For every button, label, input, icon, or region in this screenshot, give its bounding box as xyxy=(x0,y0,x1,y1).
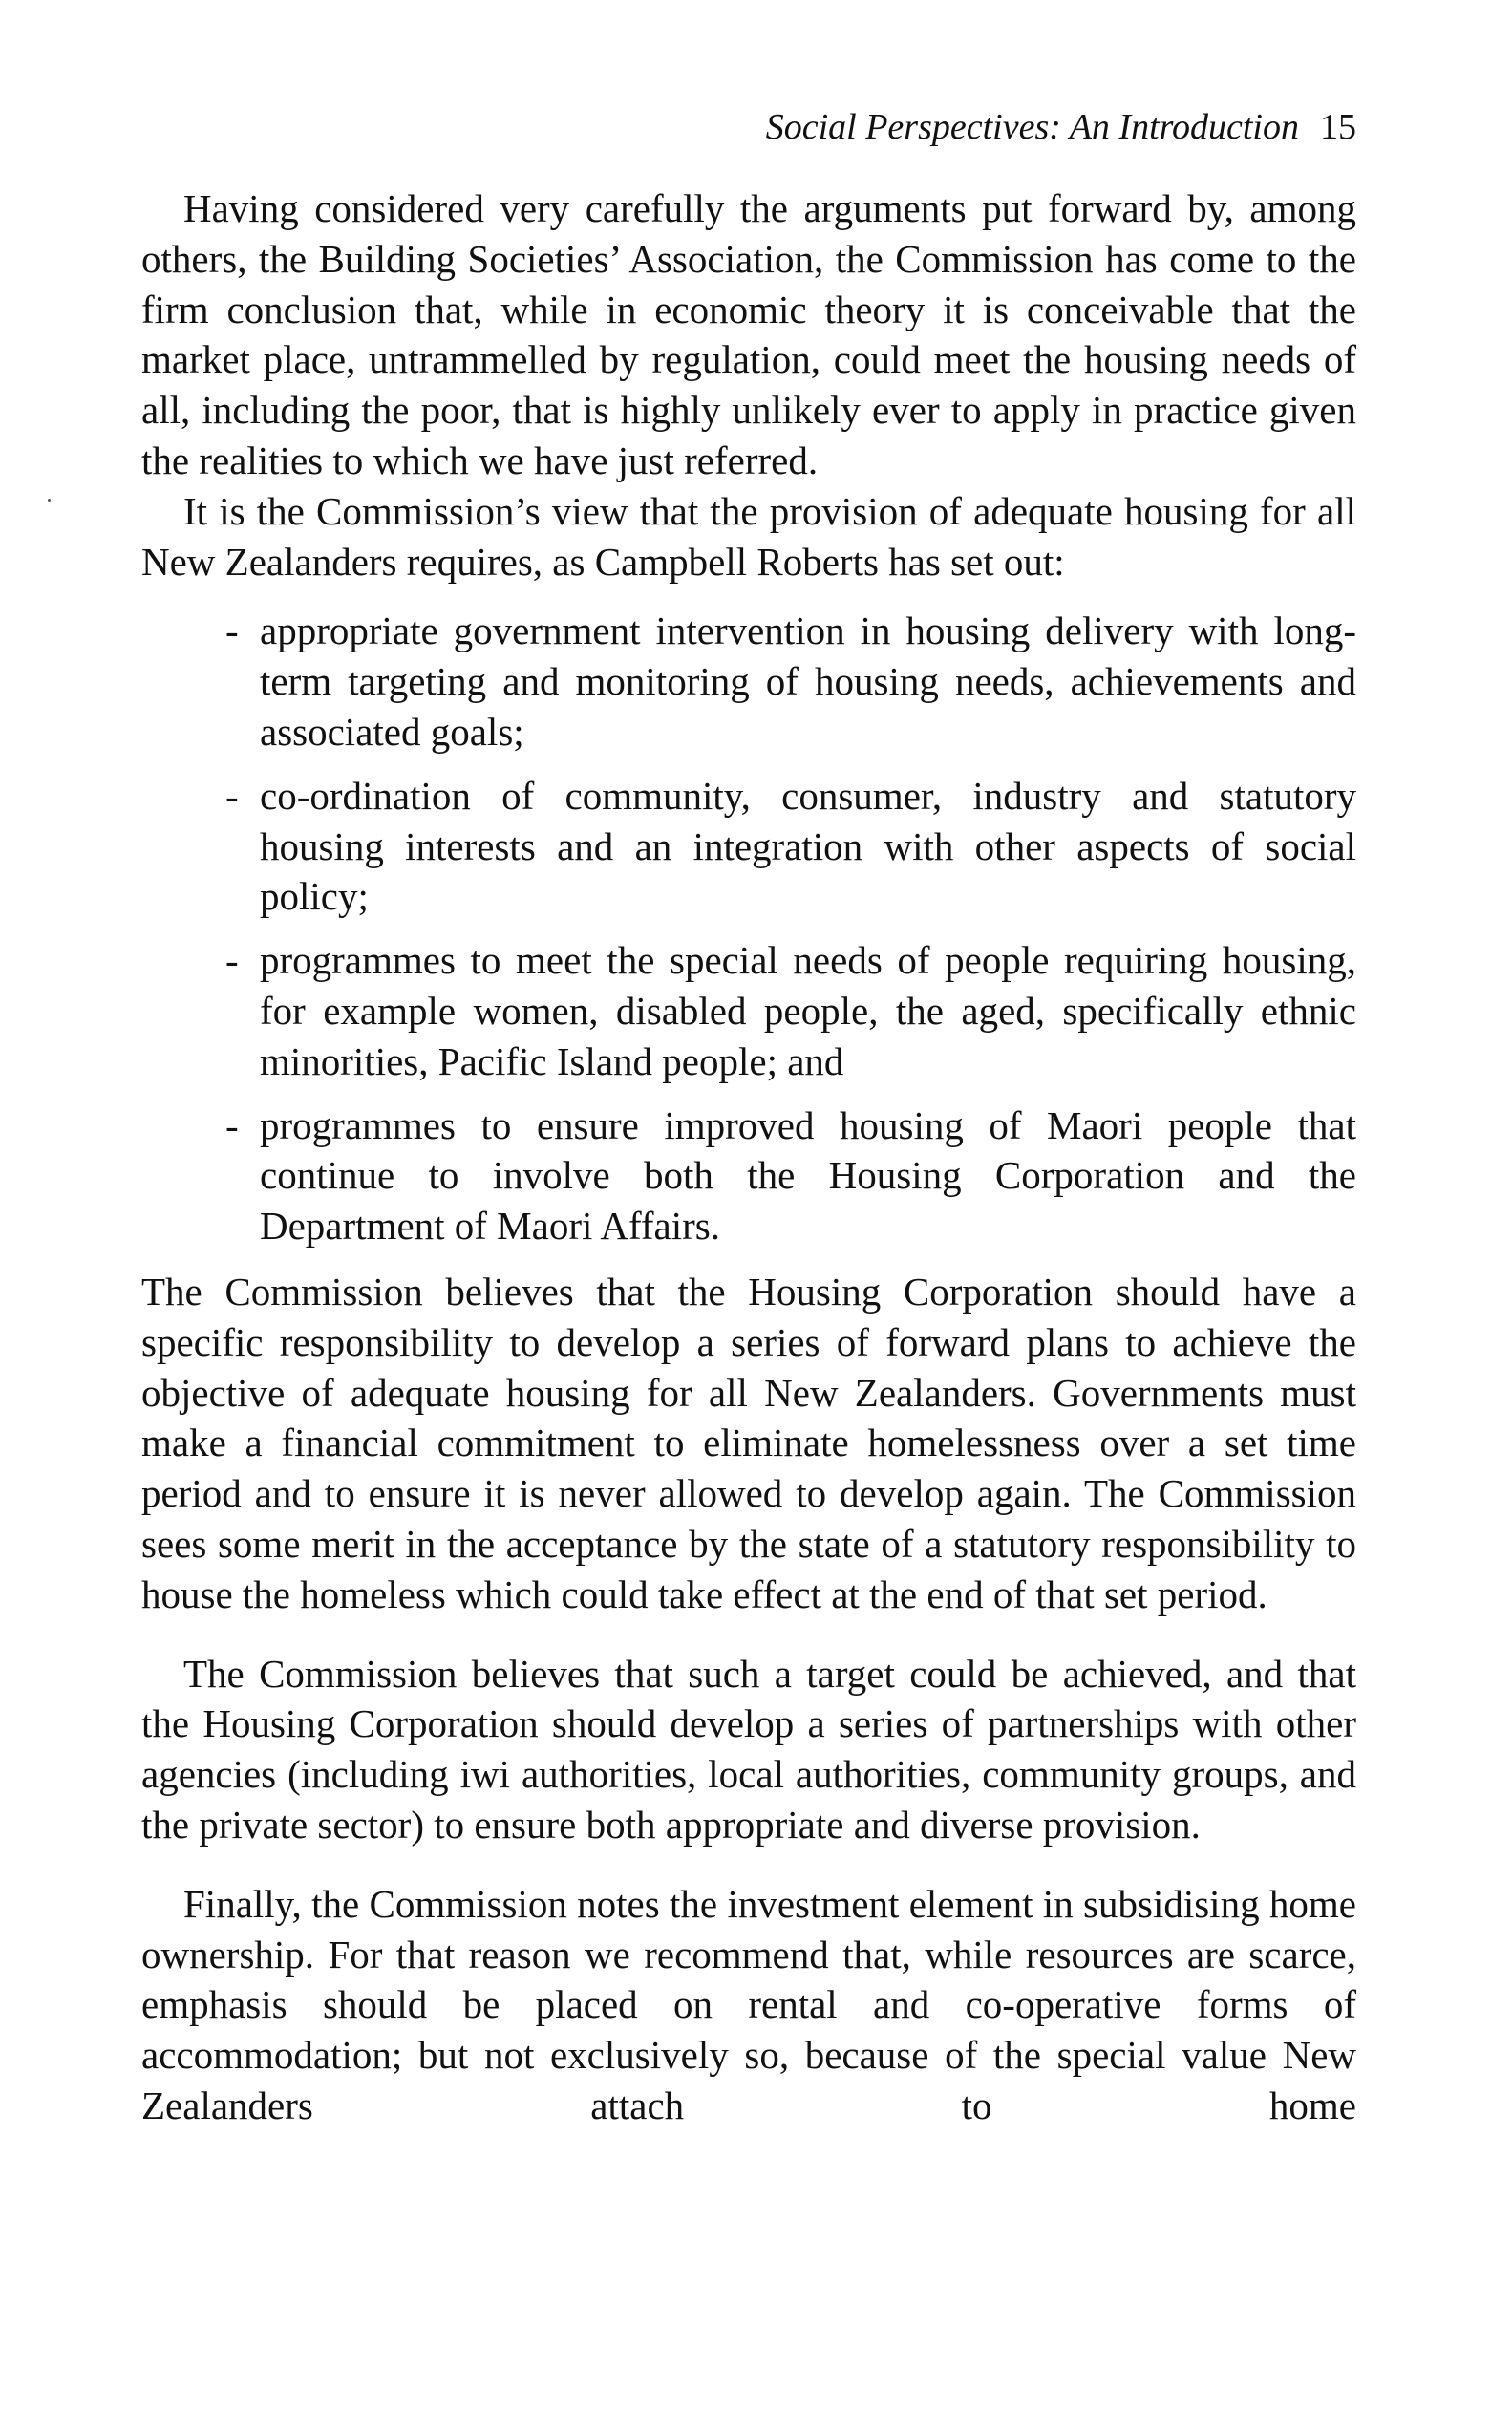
list-item-text: appropriate government intervention in housing delivery with long-term targeting and monitoring of housing needs, achievements and associated goals; xyxy=(260,609,1356,754)
list-dash: - xyxy=(225,609,239,653)
scan-speck xyxy=(48,499,51,502)
list-item xyxy=(141,1101,1356,1251)
list-item-text: co-ordination of community, consumer, industry and statutory housing interests and an integration with other aspects of social policy; xyxy=(260,773,1356,919)
list-item xyxy=(141,935,1356,1086)
paragraph-2: It is the Commission’s view that the provision of adequate housing for all New Zealanders requires, as Campbell Roberts has set out: xyxy=(141,488,1356,584)
list-item xyxy=(141,606,1356,757)
paragraph-3: The Commission believes that the Housing Corporation should have a specific responsibility to develop a series of forward plans to achieve the objective of adequate housing for all New Zealanders. Governments must make a financial commitment to eliminate homelessness over a set time period and to ensure it is never allowed to develop again. The Commission sees some merit in the acceptance by the state of a statutory responsibility to house the homeless which could take effect at the end of that set period. xyxy=(141,1269,1356,1616)
running-header xyxy=(141,103,1356,151)
running-header-title: Social Perspectives: An Introduction xyxy=(765,107,1299,147)
book-page xyxy=(141,103,1356,2131)
list-item-text: programmes to meet the special needs of people requiring housing, for example women, disabled people, the aged, specifically ethnic minorities, Pacific Island people; and xyxy=(260,938,1356,1083)
paragraph-1: Having considered very carefully the arguments put forward by, among others, the Building Societies’ Association, the Commission has come to the firm conclusion that, while in economic theory it is conceivable that the market place, untrammelled by regulation, could meet the housing needs of all, including the poor, that is highly unlikely ever to apply in practice given the realities to which we have just referred. xyxy=(141,186,1356,482)
paragraph-4: The Commission believes that such a target could be achieved, and that the Housing Corporation should develop a series of partnerships with other agencies (including iwi authorities, local authorities, community groups, and the private sector) to ensure both appropriate and diverse provision. xyxy=(141,1651,1356,1847)
list-dash: - xyxy=(225,1102,239,1147)
body-text xyxy=(141,183,1356,2131)
list-dash: - xyxy=(225,938,239,983)
list-item xyxy=(141,771,1356,922)
list-item-text: programmes to ensure improved housing of Maori people that continue to involve both the Housing Corporation and the Department of Maori Affairs. xyxy=(260,1102,1356,1249)
list-dash: - xyxy=(225,773,239,818)
requirements-list xyxy=(141,606,1356,1251)
page-number: 15 xyxy=(1320,107,1356,147)
paragraph-5: Finally, the Commission notes the investment element in subsidising home ownership. For that reason we recommend that, while resources are scarce, emphasis should be placed on rental and co-operative forms of accommodation; but not exclusively so, because of the special value New Zealanders attach to home xyxy=(141,1881,1356,2127)
